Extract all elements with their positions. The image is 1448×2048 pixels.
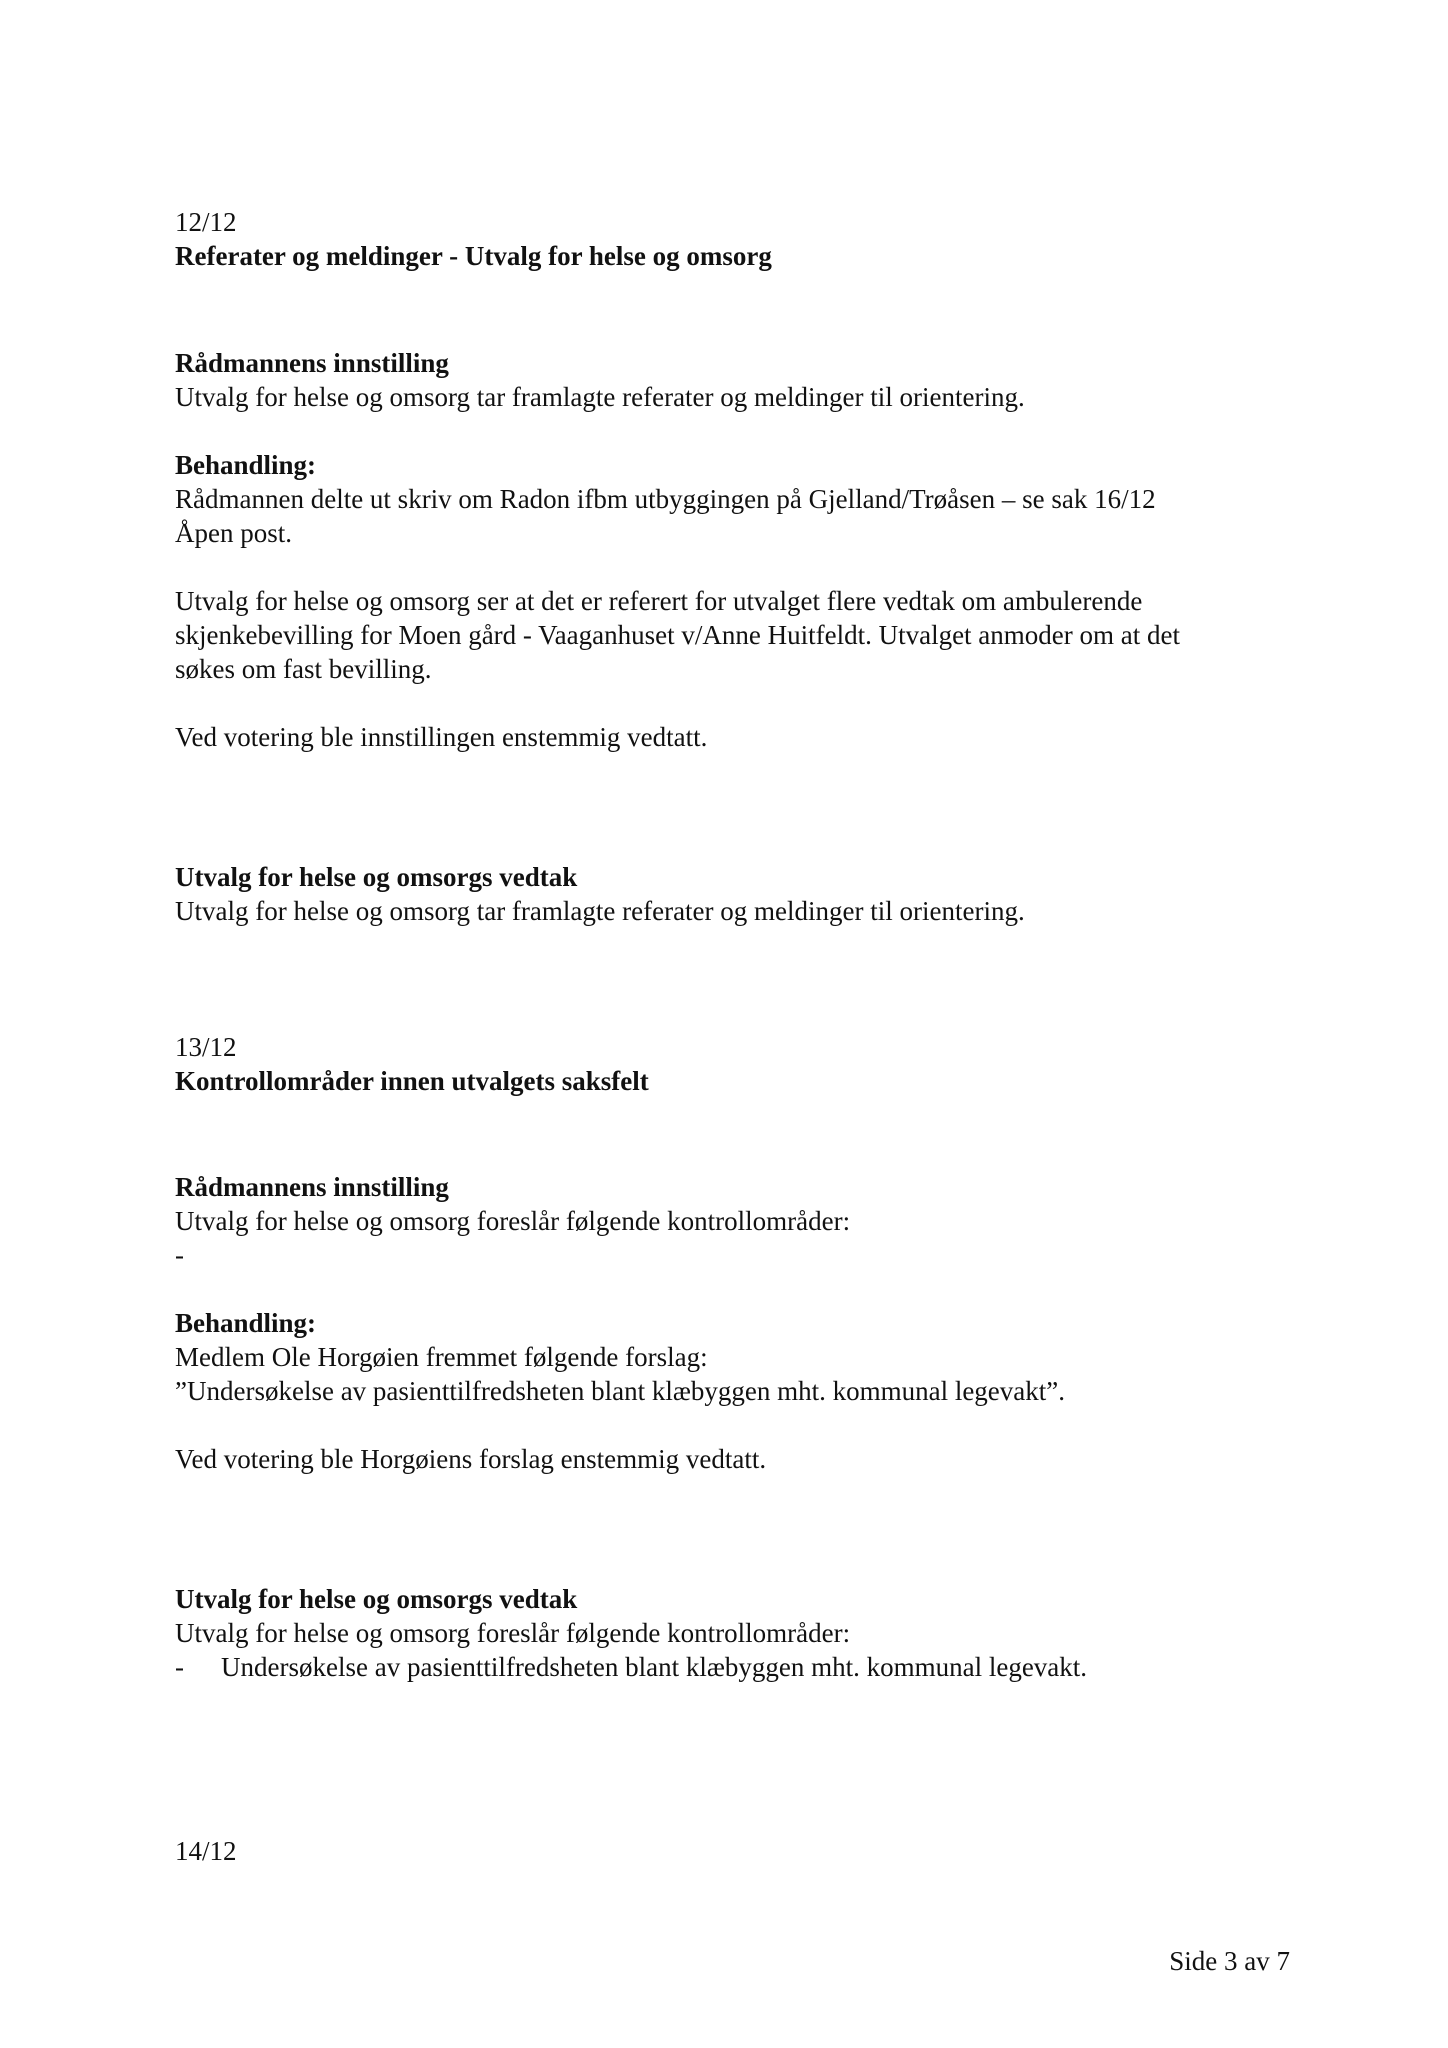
case-header-13-12 <box>175 1030 1295 1098</box>
vedtak-section <box>175 1582 1295 1684</box>
page-footer <box>1050 1944 1290 1978</box>
behandling-line: Utvalg for helse og omsorg ser at det er referert for utvalget flere vedtak om ambulerende <box>175 586 1143 616</box>
vedtak-bullet-item <box>175 1650 1295 1684</box>
innstilling-text: Utvalg for helse og omsorg foreslår følgende kontrollområder: <box>175 1206 851 1236</box>
innstilling-dash: - <box>175 1240 184 1270</box>
vedtak-text: Utvalg for helse og omsorg tar framlagte referater og meldinger til orientering. <box>175 896 1025 926</box>
page-number: Side 3 av 7 <box>1169 1946 1290 1976</box>
behandling-heading: Behandling: <box>175 1308 317 1338</box>
behandling-line: skjenkebevilling for Moen gård - Vaaganhuset v/Anne Huitfeldt. Utvalget anmoder om at det <box>175 620 1180 650</box>
behandling-paragraph <box>175 584 1295 686</box>
innstilling-section <box>175 1170 1295 1272</box>
votering-text <box>175 720 1295 754</box>
behandling-line: Medlem Ole Horgøien fremmet følgende forslag: <box>175 1342 708 1372</box>
case-header-12-12 <box>175 205 1295 273</box>
votering-line: Ved votering ble innstillingen enstemmig vedtatt. <box>175 722 708 752</box>
innstilling-section <box>175 346 1295 414</box>
vedtak-text: Utvalg for helse og omsorg foreslår følgende kontrollområder: <box>175 1618 851 1648</box>
bullet-text: Undersøkelse av pasienttilfredsheten blant klæbyggen mht. kommunal legevakt. <box>221 1652 1088 1682</box>
case-title: Kontrollområder innen utvalgets saksfelt <box>175 1066 649 1096</box>
behandling-heading: Behandling: <box>175 450 317 480</box>
behandling-line: ”Undersøkelse av pasienttilfredsheten blant klæbyggen mht. kommunal legevakt”. <box>175 1376 1066 1406</box>
innstilling-text: Utvalg for helse og omsorg tar framlagte referater og meldinger til orientering. <box>175 382 1025 412</box>
bullet-dash: - <box>175 1652 184 1682</box>
behandling-section <box>175 1306 1295 1408</box>
behandling-line: Rådmannen delte ut skriv om Radon ifbm utbyggingen på Gjelland/Trøåsen – se sak 16/12 <box>175 484 1156 514</box>
vedtak-heading: Utvalg for helse og omsorgs vedtak <box>175 1584 578 1614</box>
votering-line: Ved votering ble Horgøiens forslag enstemmig vedtatt. <box>175 1444 767 1474</box>
case-number: 14/12 <box>175 1836 237 1866</box>
innstilling-heading: Rådmannens innstilling <box>175 348 449 378</box>
case-number: 13/12 <box>175 1032 237 1062</box>
case-number: 12/12 <box>175 207 237 237</box>
innstilling-heading: Rådmannens innstilling <box>175 1172 449 1202</box>
vedtak-heading: Utvalg for helse og omsorgs vedtak <box>175 862 578 892</box>
vedtak-section <box>175 860 1295 928</box>
behandling-section <box>175 448 1295 550</box>
behandling-line: Åpen post. <box>175 518 292 548</box>
case-header-14-12 <box>175 1834 1295 1868</box>
votering-text <box>175 1442 1295 1476</box>
case-title: Referater og meldinger - Utvalg for helse og omsorg <box>175 241 772 271</box>
behandling-line: søkes om fast bevilling. <box>175 654 432 684</box>
